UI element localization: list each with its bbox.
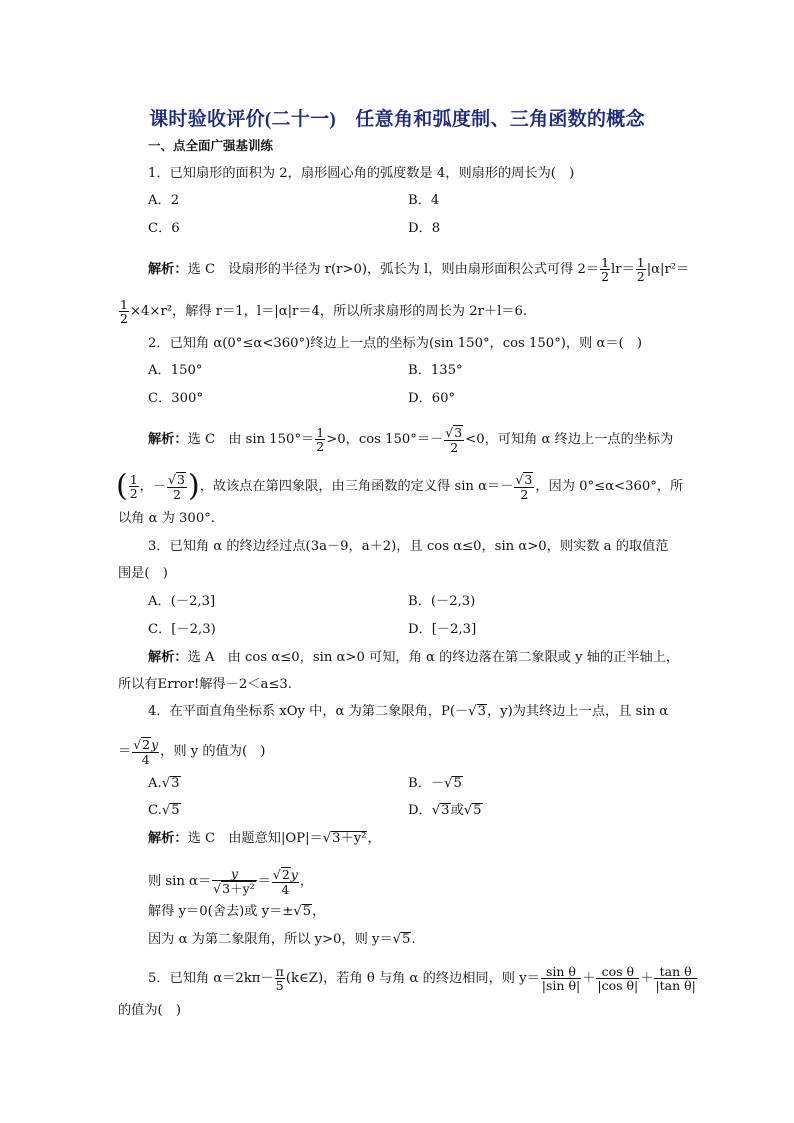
q2-option-b: B．135° [408, 363, 463, 378]
q2-option-a: A．150° [148, 363, 203, 378]
fraction: $\frac{1}{2}$ [316, 425, 325, 454]
fraction: $\frac{y}{\text{√3＋y²}}$ [213, 866, 255, 896]
q1-option-d: D．8 [408, 221, 441, 236]
fraction: $\frac{√3}{2}$ [445, 425, 463, 455]
fraction: $\frac{\pi}{5}$ [275, 964, 284, 993]
q4-option-c: C.√5 [148, 803, 180, 818]
q3-option-a: A．(－2,3] [148, 594, 216, 609]
q3-stem-line2: 围是( ) [118, 566, 168, 581]
fraction: $\frac{√3}{2}$ [168, 472, 185, 502]
fraction: $\frac{1}{2}$ [601, 255, 610, 284]
fraction: $\frac{√2y}{4}$ [272, 867, 298, 897]
solution-label: 解析： [148, 262, 188, 277]
q2-solution-line2: ( $\frac{1}{2}$ ，－ $\frac{√3}{2}$ )，故该点在第四象限，由三角函数的定义得 sin α＝－ $\frac{√3}{2}$ ，因为 0°≤α<360°，所 [116, 468, 684, 504]
fraction: $\frac{\text{sin θ}}{\text{|sin θ|}}$ [541, 964, 581, 993]
fraction: $\frac{\text{tan θ}}{\text{|tan θ|}}$ [655, 964, 696, 993]
q2-stem: 2．已知角 α(0°≤α<360°)终边上一点的坐标为(sin 150°，cos 150°)，则 α＝( ) [148, 336, 643, 351]
q2-solution-line1: 解析：选 C 由 sin 150°＝ $\frac{1}{2}$ >0，cos 150°＝－ $\frac{√3}{2}$ <0，可知角 α 终边上一点的坐标为 [148, 425, 674, 455]
q4-solution-line2: 则 sin α＝ $\frac{y}{\text{√3＋y²}}$ ＝ $\frac{√2y}{4}$ ， [148, 866, 314, 897]
fraction: $\frac{√3}{2}$ [515, 472, 533, 502]
q4-option-b: B．－√5 [408, 776, 462, 791]
section-heading: 一、点全面广强基训练 [148, 138, 274, 153]
q3-stem-line1: 3．已知角 α 的终边经过点(3a－9，a＋2)，且 cos α≤0，sin α>0，则实数 a 的取值范 [148, 539, 669, 554]
fraction: $\frac{1}{2}$ [636, 255, 645, 284]
q1-option-b: B．4 [408, 193, 440, 208]
q3-option-c: C．[－2,3) [148, 622, 216, 637]
q4-stem-line1: 4．在平面直角坐标系 xOy 中，α 为第二象限角，P(－√3，y)为其终边上一点，且 sin α [148, 704, 669, 719]
q1-option-a: A．2 [148, 193, 180, 208]
q4-solution-line4: 因为 α 为第二象限角，所以 y>0，则 y＝√5. [148, 932, 416, 947]
q2-option-c: C．300° [148, 391, 204, 406]
page-title: 课时验收评价(二十一) 任意角和弧度制、三角函数的概念 [149, 109, 645, 130]
solution-label: 解析： [148, 650, 188, 665]
q2-option-d: D．60° [408, 391, 456, 406]
q1-stem: 1．已知扇形的面积为 2，扇形圆心角的弧度数是 4，则扇形的周长为( ) [148, 166, 575, 181]
solution-label: 解析： [148, 432, 188, 447]
fraction: $\frac{1}{2}$ [120, 297, 128, 326]
q3-option-d: D．[－2,3] [408, 622, 477, 637]
q4-option-d: D．√3或√5 [408, 803, 482, 818]
q1-solution-line2: $\frac{1}{2}$ ×4×r²，解得 r＝1，l＝|α|r＝4，所以所求扇形的周长为 2r＋l＝6. [120, 297, 528, 326]
q3-solution-line1: 解析：选 A 由 cos α≤0，sin α>0 可知，角 α 的终边落在第二象限或 y 轴的正半轴上， [148, 650, 680, 665]
fraction: $\frac{1}{2}$ [129, 472, 138, 501]
q4-solution-line3: 解得 y＝0(舍去)或 y＝±√5， [148, 904, 326, 919]
q4-solution-line1: 解析：选 C 由题意知|OP|＝√3＋y²， [148, 831, 381, 846]
q4-option-a: A.√3 [148, 776, 180, 791]
q3-solution-line2: 所以有Error!解得－2＜a≤3. [118, 677, 292, 692]
q3-option-b: B．(－2,3) [408, 594, 476, 609]
q1-option-c: C．6 [148, 221, 180, 236]
q1-solution-line1: 解析：选 C 设扇形的半径为 r(r>0)，弧长为 l，则由扇形面积公式可得 2＝ $\frac{1}{2}$ lr＝ $\frac{1}{2}$ |α|r²＝ [148, 255, 690, 284]
q5-stem-line1: 5．已知角 α＝2kπ－ $\frac{\pi}{5}$ (k∈Z)，若角 θ 与角 α 的终边相同，则 y＝ $\frac{\text{sin θ}}{\text{|sin θ|}}$ ＋ $\frac{\text{cos θ}}{\text{|cos θ|}}$ ＋ $\frac{\text{tan θ}}{\text{|tan θ|}}$ [148, 964, 696, 993]
fraction: $\frac{√2y}{4}$ [133, 737, 159, 767]
q4-stem-line2: ＝ $\frac{√2y}{4}$ ，则 y 的值为( ) [118, 737, 266, 767]
fraction: $\frac{\text{cos θ}}{\text{|cos θ|}}$ [597, 964, 639, 993]
q2-solution-line3: 以角 α 为 300°. [118, 511, 215, 526]
solution-label: 解析： [148, 831, 188, 846]
q5-stem-line2: 的值为( ) [118, 1003, 182, 1018]
